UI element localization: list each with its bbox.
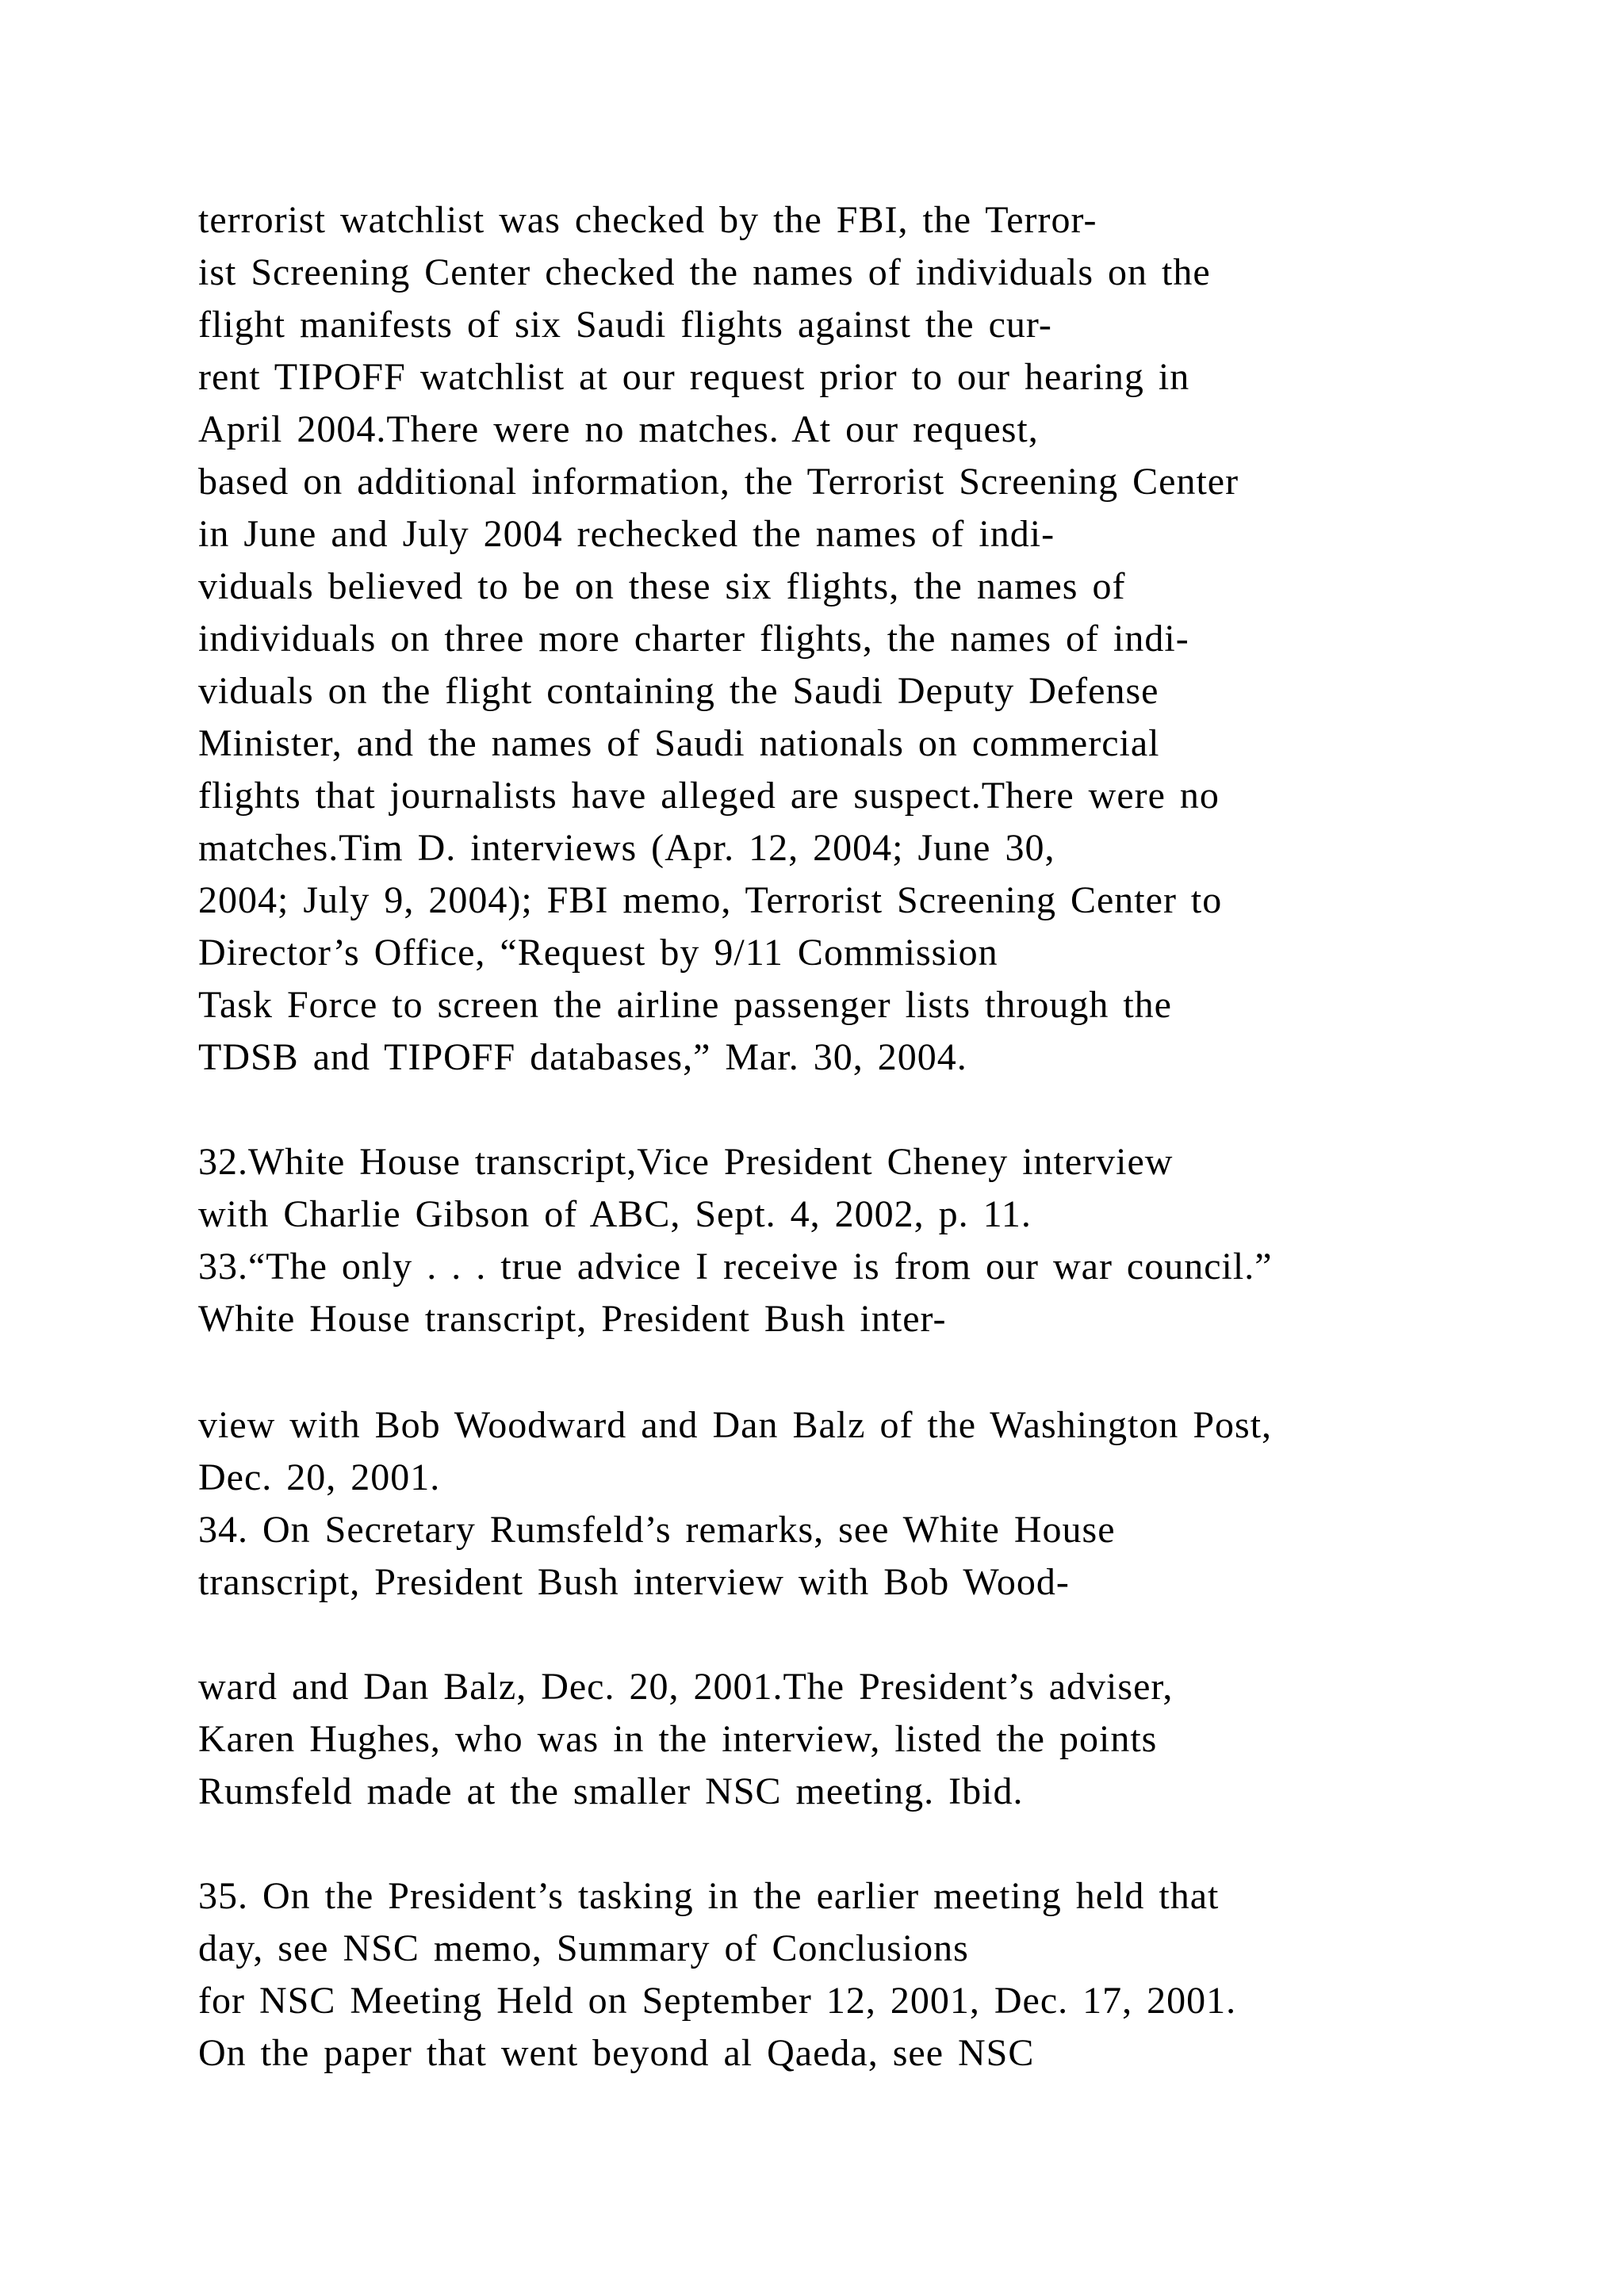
text-line: in June and July 2004 rechecked the names of indi- [198,513,1055,555]
text-line: 2004; July 9, 2004); FBI memo, Terrorist Screening Center to [198,879,1223,921]
text-line: ist Screening Center checked the names of individuals on the [198,251,1211,293]
text-line: flight manifests of six Saudi flights against the cur- [198,304,1052,346]
text-line: rent TIPOFF watchlist at our request prior to our hearing in [198,356,1190,398]
footnote-34-line: 34. On Secretary Rumsfeld’s remarks, see White House [198,1509,1116,1551]
text-line: transcript, President Bush interview with Bob Wood- [198,1561,1070,1603]
text-line: ward and Dan Balz, Dec. 20, 2001.The President’s adviser, [198,1666,1174,1708]
text-line: with Charlie Gibson of ABC, Sept. 4, 2002, p. 11. [198,1193,1032,1235]
text-line: Director’s Office, “Request by 9/11 Commission [198,932,998,974]
text-line: day, see NSC memo, Summary of Conclusions [198,1927,969,1969]
footnote-32-line: 32.White House transcript,Vice President Cheney interview [198,1141,1174,1183]
text-line: viduals on the flight containing the Saudi Deputy Defense [198,670,1159,712]
text-line: based on additional information, the Terrorist Screening Center [198,461,1239,503]
text-line: view with Bob Woodward and Dan Balz of the Washington Post, [198,1404,1273,1446]
text-line: Task Force to screen the airline passenger lists through the [198,984,1172,1026]
footnote-33-line: 33.“The only . . . true advice I receive is from our war council.” [198,1246,1273,1288]
footnote-35-line: 35. On the President’s tasking in the earlier meeting held that [198,1875,1220,1917]
text-line: individuals on three more charter flights, the names of indi- [198,618,1189,660]
text-line: TDSB and TIPOFF databases,” Mar. 30, 2004. [198,1036,967,1078]
text-line: Dec. 20, 2001. [198,1456,441,1498]
text-line: White House transcript, President Bush inter- [198,1298,947,1340]
text-line: for NSC Meeting Held on September 12, 2001, Dec. 17, 2001. [198,1980,1237,2022]
text-line: Karen Hughes, who was in the interview, listed the points [198,1718,1158,1760]
text-line: matches.Tim D. interviews (Apr. 12, 2004; June 30, [198,827,1055,869]
text-line: On the paper that went beyond al Qaeda, see NSC [198,2032,1035,2074]
text-line: April 2004.There were no matches. At our request, [198,408,1039,450]
text-line: terrorist watchlist was checked by the FBI, the Terror- [198,199,1097,241]
text-line: flights that journalists have alleged are suspect.There were no [198,775,1220,817]
text-line: Rumsfeld made at the smaller NSC meeting. Ibid. [198,1770,1024,1812]
text-line: Minister, and the names of Saudi nationals on commercial [198,722,1160,764]
text-line: viduals believed to be on these six flights, the names of [198,565,1126,607]
